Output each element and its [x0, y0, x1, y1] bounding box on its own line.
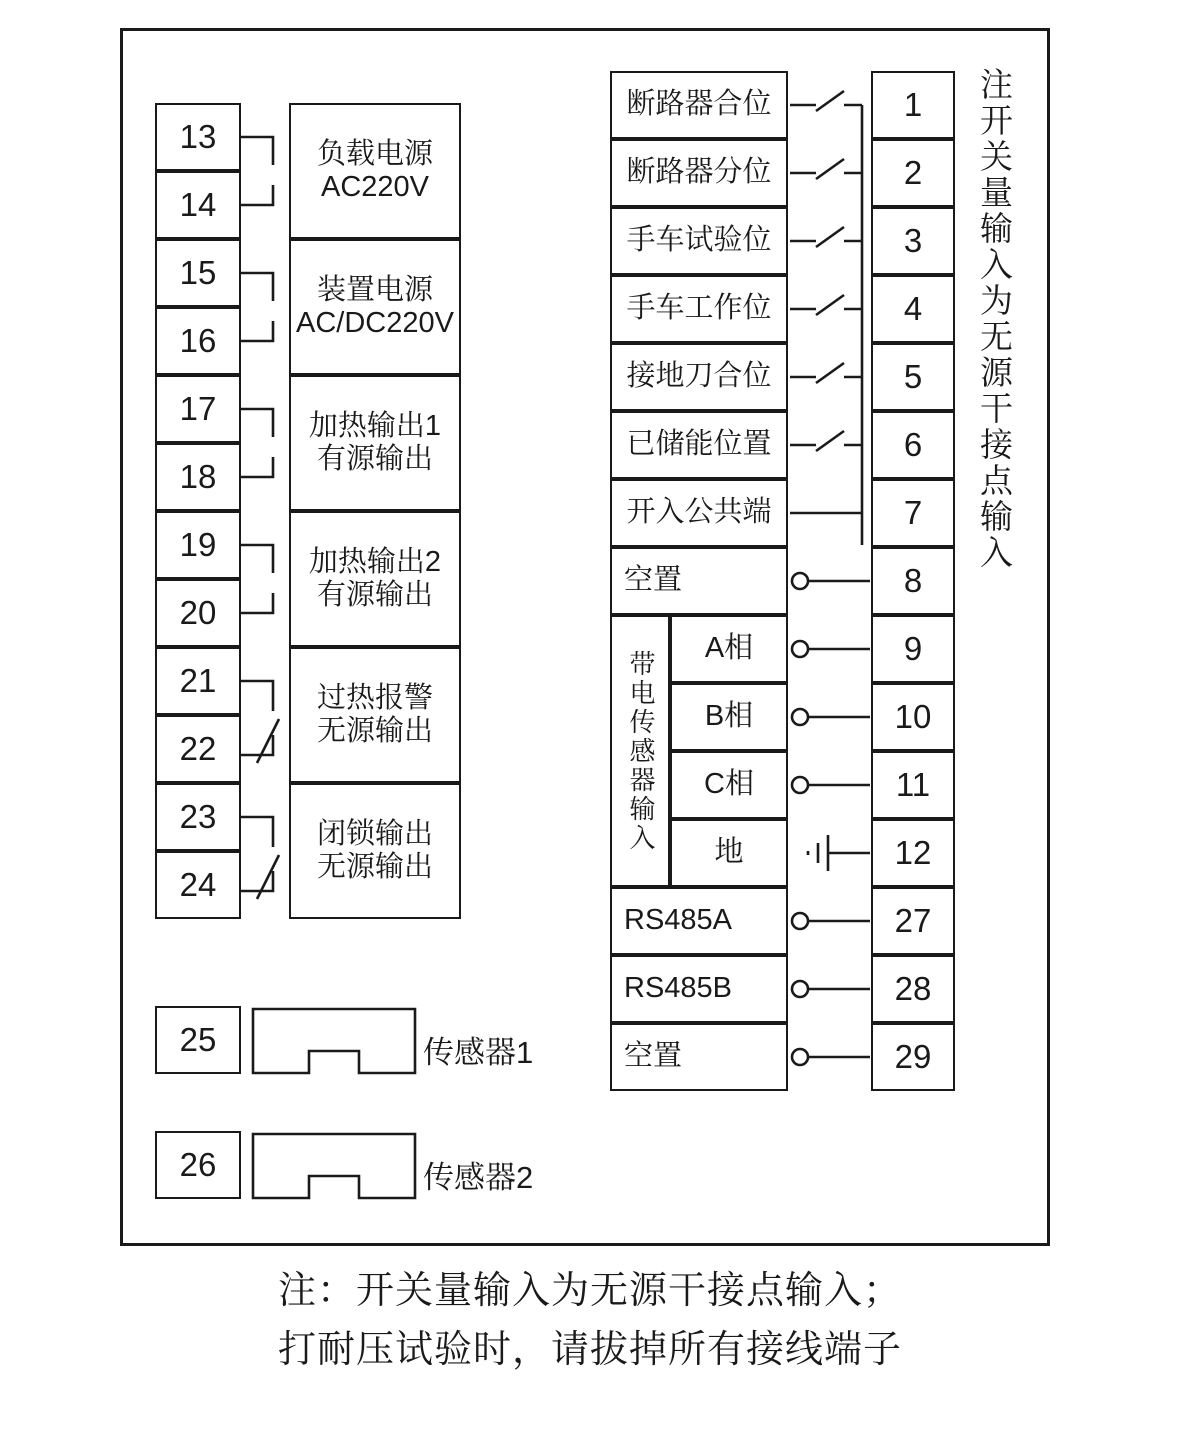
terminal-box: 27: [871, 887, 955, 955]
group-label-line: 加热输出1: [308, 409, 442, 442]
terminal-box: 12: [871, 819, 955, 887]
terminal-box: 13: [155, 103, 241, 171]
sensor-input-group-label: [610, 615, 670, 887]
terminal-box: 7: [871, 479, 955, 547]
group-label-lock-output: [289, 783, 461, 919]
comm-tag-box: RS485A: [610, 887, 788, 955]
terminal-box: 2: [871, 139, 955, 207]
input-tag-box: 手车工作位: [610, 275, 788, 343]
group-label-line: 有源输出: [316, 579, 433, 611]
side-note: [971, 67, 1018, 687]
wiring-diagram-frame: [120, 28, 1050, 1246]
terminal-box: 21: [155, 647, 241, 715]
group-label-heat-output-2: [289, 511, 461, 647]
sensor-2-label: 传感器2: [423, 1160, 534, 1195]
right-column-wires: [786, 65, 876, 1101]
terminal-box: 9: [871, 615, 955, 683]
terminal-box: 29: [871, 1023, 955, 1091]
terminal-box: 10: [871, 683, 955, 751]
group-label-line: 无源输出: [316, 715, 433, 747]
sensor-1-connector-icon: [251, 999, 419, 1087]
terminal-box: 1: [871, 71, 955, 139]
terminal-box: 19: [155, 511, 241, 579]
terminal-box-sensor-1: 25: [155, 1006, 241, 1074]
terminal-box: 4: [871, 275, 955, 343]
input-tag-box: 已储能位置: [610, 411, 788, 479]
terminal-box: 22: [155, 715, 241, 783]
group-label-heat-output-1: [289, 375, 461, 511]
sensor-1-label: 传感器1: [423, 1035, 534, 1070]
group-label-line: 负载电源: [316, 137, 433, 170]
terminal-box: 8: [871, 547, 955, 615]
input-tag-box: 空置: [610, 547, 788, 615]
phase-tag-box: C相: [670, 751, 788, 819]
comm-tag-box: RS485B: [610, 955, 788, 1023]
input-tag-box: 接地刀合位: [610, 343, 788, 411]
group-label-device-power: [289, 239, 461, 375]
input-tag-box: 断路器分位: [610, 139, 788, 207]
group-label-line: 装置电源: [316, 273, 433, 306]
footer-note-line-2: 打耐压试验时，请拔掉所有接线端子: [277, 1328, 902, 1371]
terminal-box: 20: [155, 579, 241, 647]
phase-tag-box: A相: [670, 615, 788, 683]
terminal-box: 15: [155, 239, 241, 307]
group-label-line: AC/DC220V: [296, 307, 454, 339]
footer-note-line-1: 注：开关量输入为无源干接点输入；: [277, 1270, 902, 1312]
terminal-box: 11: [871, 751, 955, 819]
terminal-box: 23: [155, 783, 241, 851]
left-column-wires: [233, 91, 299, 931]
terminal-box-sensor-2: 26: [155, 1131, 241, 1199]
terminal-box: 14: [155, 171, 241, 239]
group-label-line: 闭锁输出: [316, 817, 433, 850]
input-tag-box: 开入公共端: [610, 479, 788, 547]
group-label-overheat-alarm: [289, 647, 461, 783]
group-label-line: AC220V: [320, 171, 429, 203]
phase-tag-box: 地: [670, 819, 788, 887]
sensor-input-group-label-text: 带电传感器输入: [625, 649, 656, 853]
terminal-box: 17: [155, 375, 241, 443]
group-label-line: 过热报警: [316, 681, 433, 714]
terminal-box: 5: [871, 343, 955, 411]
comm-tag-box: 空置: [610, 1023, 788, 1091]
terminal-box: 6: [871, 411, 955, 479]
terminal-box: 3: [871, 207, 955, 275]
footer-note: [0, 1262, 1180, 1380]
group-label-load-power: [289, 103, 461, 239]
terminal-box: 16: [155, 307, 241, 375]
input-tag-box: 手车试验位: [610, 207, 788, 275]
sensor-2-connector-icon: [251, 1124, 419, 1212]
group-label-line: 加热输出2: [308, 545, 442, 578]
terminal-box: 18: [155, 443, 241, 511]
group-label-line: 有源输出: [316, 443, 433, 475]
input-tag-box: 断路器合位: [610, 71, 788, 139]
terminal-box: 28: [871, 955, 955, 1023]
terminal-box: 24: [155, 851, 241, 919]
side-note-text: 注开关量输入为无源干接点输入: [976, 67, 1013, 571]
phase-tag-box: B相: [670, 683, 788, 751]
group-label-line: 无源输出: [316, 851, 433, 883]
